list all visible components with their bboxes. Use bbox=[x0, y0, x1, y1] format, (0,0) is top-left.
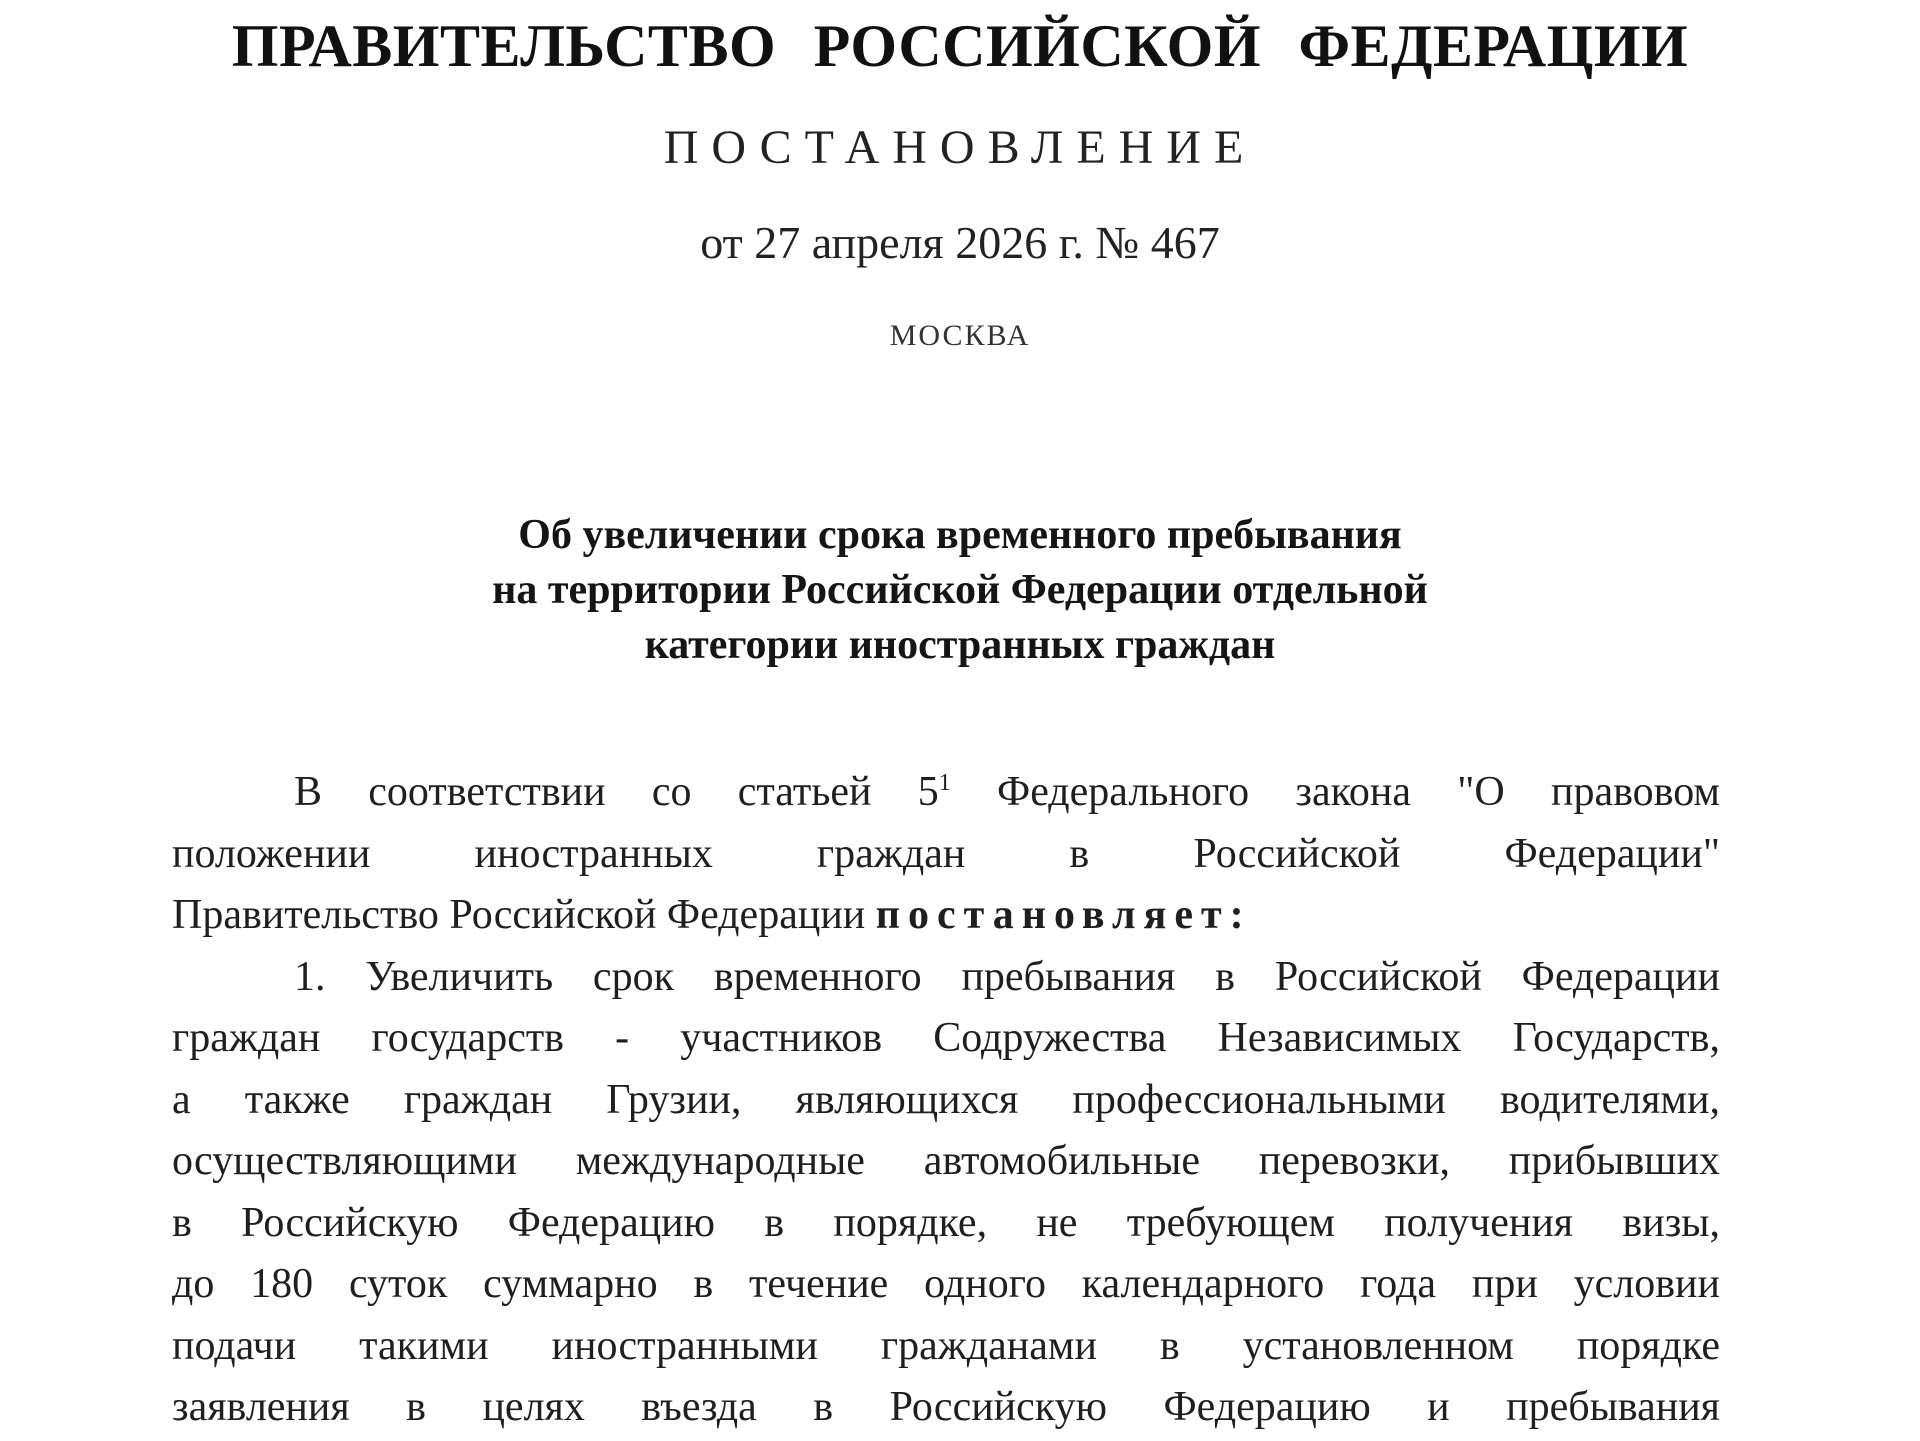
heading-line-1: Об увеличении срока временного пребывания bbox=[518, 512, 1402, 558]
clause-1-line-7: подачи такими иностранными гражданами в установленном порядке bbox=[172, 1322, 1720, 1369]
clause-1-line-2: граждан государств - участников Содружества Независимых Государств, bbox=[172, 1015, 1720, 1061]
article-superscript: 1 bbox=[938, 770, 951, 796]
preamble-line-2: положении иностранных граждан в Российской Федерации" bbox=[172, 830, 1720, 877]
page-crop-edge bbox=[0, 1432, 1920, 1441]
preamble-government: Правительство Российской Федерации bbox=[172, 892, 876, 938]
clause-1-line-3: а также граждан Грузии, являющихся профессиональными водителями, bbox=[172, 1076, 1720, 1123]
preamble-text-b: Федерального закона "О правовом bbox=[950, 769, 1720, 815]
decree-verb: постановляет: bbox=[875, 892, 1252, 938]
clause-1-line-1: 1. Увеличить срок временного пребывания в Российской Федерации bbox=[294, 953, 1720, 1000]
clause-1-line-4: осуществляющими международные автомобильные перевозки, прибывших bbox=[172, 1138, 1720, 1184]
document-city: МОСКВА bbox=[889, 319, 1031, 352]
preamble-text-a: В соответствии со статьей 5 bbox=[294, 769, 939, 815]
clause-1-line-6: до 180 суток суммарно в течение одного календарного года при условии bbox=[172, 1261, 1720, 1307]
document-body bbox=[172, 762, 1720, 1439]
heading-line-3: категории иностранных граждан bbox=[644, 622, 1276, 668]
government-title: ПРАВИТЕЛЬСТВО РОССИЙСКОЙ ФЕДЕРАЦИИ bbox=[231, 13, 1689, 79]
clause-1-line-8: заявления в целях въезда в Российскую Федерацию и пребывания bbox=[172, 1384, 1720, 1430]
document-date-number: от 27 апреля 2026 г. № 467 bbox=[700, 217, 1220, 268]
document-heading bbox=[0, 508, 1920, 673]
preamble-line-1 bbox=[172, 762, 1720, 824]
preamble-paragraph bbox=[172, 762, 1720, 947]
clause-1-paragraph bbox=[172, 947, 1720, 1439]
preamble-line-3 bbox=[172, 885, 1720, 947]
clause-1-line-5: в Российскую Федерацию в порядке, не требующем получения визы, bbox=[172, 1199, 1720, 1246]
document-type: ПОСТАНОВЛЕНИЕ bbox=[663, 121, 1257, 174]
heading-line-2: на территории Российской Федерации отдельной bbox=[492, 567, 1428, 613]
